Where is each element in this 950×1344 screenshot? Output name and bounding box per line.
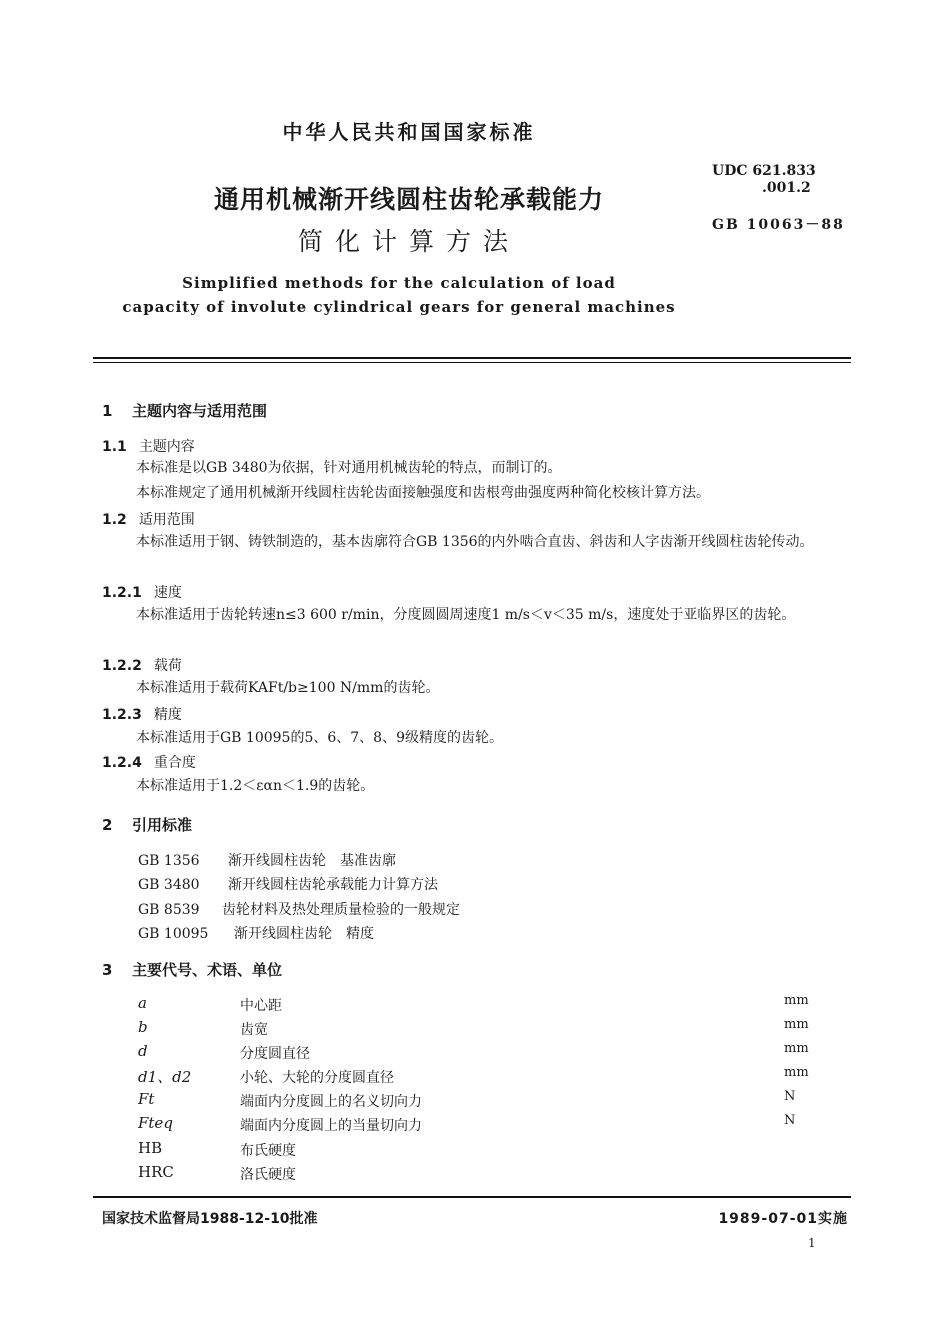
section-1-2-3-number: 1.2.3 [102,707,142,723]
symbol: Fteq [138,1114,173,1132]
reference-code: GB 8539 [138,902,200,918]
reference-row [138,923,374,943]
section-3-heading [102,959,282,980]
section-2-title: 引用标准 [132,816,193,834]
reference-code: GB 10095 [138,926,209,942]
symbol-term: 分度圆直径 [240,1046,310,1062]
english-title-line2: capacity of involute cylindrical gears for general machines [122,298,676,316]
section-1-2-2-heading [102,655,182,675]
paragraph-1: 本标准是以GB 3480为依据，针对通用机械齿轮的特点，而制订的。 [136,460,562,476]
symbol-unit: mm [784,1041,809,1056]
footer-rule [93,1196,851,1198]
section-1-number: 1 [102,402,113,420]
symbol-term: 端面内分度圆上的名义切向力 [240,1094,422,1110]
section-1-2-heading [102,509,195,529]
symbol-unit: N [784,1113,796,1128]
section-2-heading [102,814,192,835]
approval-date: 国家技术监督局1988-12-10批准 [102,1211,318,1227]
reference-name: 齿轮材料及热处理质量检验的一般规定 [222,902,460,918]
symbol-term: 小轮、大轮的分度圆直径 [240,1070,394,1086]
symbol: d1、d2 [138,1068,192,1086]
header-rule-thick [93,357,851,359]
section-1-2-1-heading [102,582,182,602]
section-1-2-4-number: 1.2.4 [102,755,142,771]
reference-row [138,874,438,894]
paragraph-5: 本标准适用于载荷KAFt/b≥100 N/mm的齿轮。 [136,680,440,696]
section-1-1-title: 主题内容 [138,439,195,455]
paragraph-2: 本标准规定了通用机械渐开线圆柱齿轮齿面接触强度和齿根弯曲强度两种简化校核计算方法。 [136,485,710,501]
symbol-term: 布氏硬度 [240,1143,296,1159]
symbol: Ft [138,1090,155,1108]
reference-row [138,899,460,919]
national-standard-heading: 中华人民共和国国家标准 [282,120,536,144]
effective-date: 1989-07-01实施 [718,1211,848,1227]
reference-code: GB 3480 [138,877,200,893]
document-title-line2: 简化计算方法 [297,227,520,256]
section-1-2-2-number: 1.2.2 [102,658,142,674]
symbol-unit: mm [784,993,809,1008]
section-1-2-3-title: 精度 [153,707,182,723]
section-3-number: 3 [102,961,113,979]
udc-code [712,163,816,197]
reference-name: 渐开线圆柱齿轮承载能力计算方法 [228,877,438,893]
symbol: a [138,994,147,1012]
paragraph-3: 本标准适用于钢、铸铁制造的，基本齿廓符合GB 1356的内外啮合直齿、斜齿和人字齿渐开线圆柱齿轮传动。 [136,534,814,550]
section-1-1-heading [102,436,195,456]
symbol-unit: mm [784,1017,809,1032]
section-3-title: 主要代号、术语、单位 [132,961,283,979]
section-1-2-1-title: 速度 [153,585,182,601]
section-1-1-number: 1.1 [102,439,127,455]
symbol-unit: mm [784,1065,809,1080]
section-1-2-3-heading [102,704,182,724]
symbol-term: 齿宽 [240,1022,268,1038]
section-1-2-2-title: 载荷 [153,658,182,674]
section-1-2-4-heading [102,752,196,772]
reference-row [138,850,396,870]
header-rule-thin [93,362,851,363]
paragraph-7: 本标准适用于1.2＜εαn＜1.9的齿轮。 [136,778,375,794]
section-1-title: 主题内容与适用范围 [132,402,268,420]
symbol: HB [138,1139,163,1157]
udc-line2: .001.2 [762,180,811,196]
section-1-2-1-number: 1.2.1 [102,585,142,601]
section-1-2-number: 1.2 [102,512,127,528]
reference-name: 渐开线圆柱齿轮 基准齿廓 [228,853,396,869]
symbol: d [138,1042,148,1060]
page-number: 1 [808,1236,816,1250]
gb-number: GB 10063－88 [712,217,845,233]
section-1-heading [102,400,267,421]
symbol-term: 端面内分度圆上的当量切向力 [240,1118,422,1134]
section-1-2-4-title: 重合度 [153,755,196,771]
paragraph-4: 本标准适用于齿轮转速n≤3 600 r/min，分度圆圆周速度1 m/s＜v＜35 m/s，速度处于亚临界区的齿轮。 [136,607,796,623]
udc-line1: UDC 621.833 [712,163,816,179]
symbol: HRC [138,1163,174,1181]
symbol-term: 中心距 [240,998,282,1014]
section-1-2-title: 适用范围 [138,512,195,528]
symbol-unit: N [784,1089,796,1104]
section-2-number: 2 [102,816,113,834]
document-title-line1: 通用机械渐开线圆柱齿轮承载能力 [213,185,604,214]
reference-name: 渐开线圆柱齿轮 精度 [234,926,374,942]
symbol-term: 洛氏硬度 [240,1167,296,1183]
symbol: b [138,1018,148,1036]
english-title-line1: Simplified methods for the calculation of load [182,274,616,292]
paragraph-6: 本标准适用于GB 10095的5、6、7、8、9级精度的齿轮。 [136,730,503,746]
reference-code: GB 1356 [138,853,200,869]
